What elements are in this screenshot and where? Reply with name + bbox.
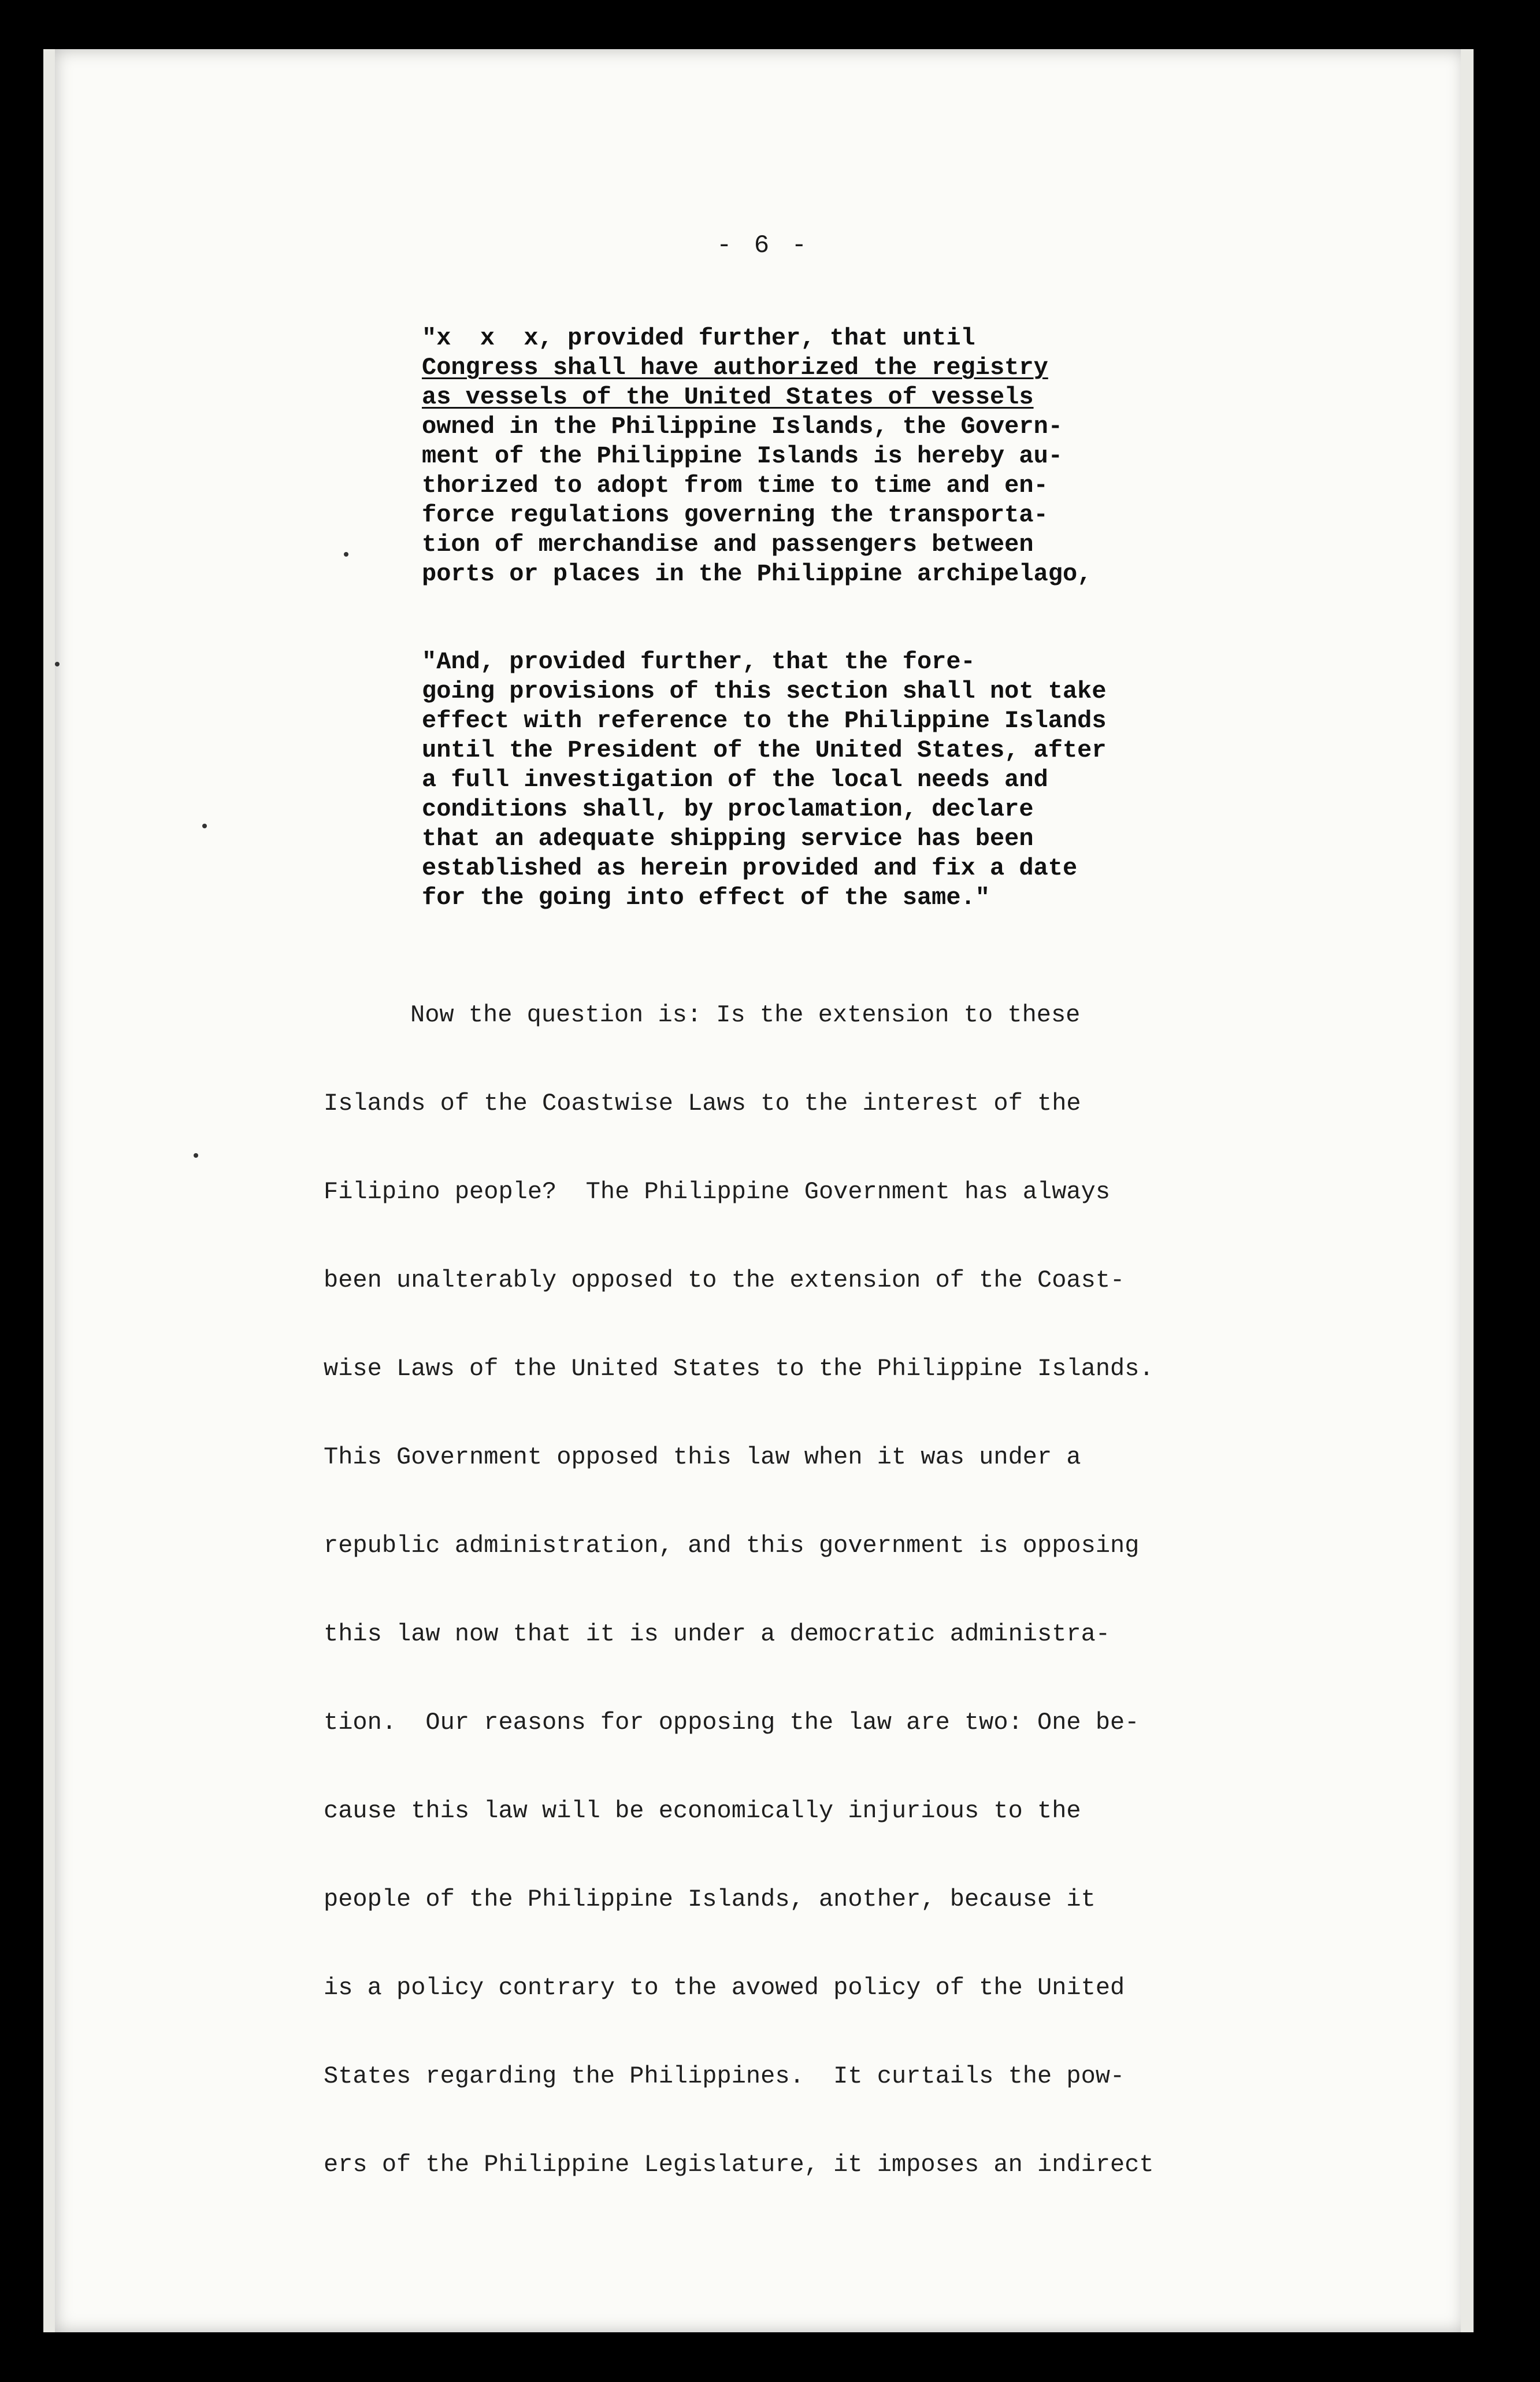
quote-line: tion of merchandise and passengers between bbox=[422, 531, 1034, 558]
quote-line: established as herein provided and fix a date bbox=[422, 854, 1078, 882]
body-line: republic administration, and this government is opposing bbox=[324, 1532, 1140, 1559]
body-line: This Government opposed this law when it was under a bbox=[324, 1443, 1081, 1471]
body-line: wise Laws of the United States to the Philippine Islands. bbox=[324, 1355, 1154, 1383]
quote-line-underlined: Congress shall have authorized the registry bbox=[422, 354, 1048, 381]
quote-line: that an adequate shipping service has been bbox=[422, 825, 1034, 853]
body-line: is a policy contrary to the avowed policy of the United bbox=[324, 1974, 1125, 2002]
quote-line: ports or places in the Philippine archipelago, bbox=[422, 560, 1092, 588]
scan-speck bbox=[55, 662, 60, 666]
quote-line: force regulations governing the transporta- bbox=[422, 501, 1048, 529]
quote-line: owned in the Philippine Islands, the Govern- bbox=[422, 413, 1063, 440]
body-paragraph bbox=[324, 971, 1329, 2209]
quote-line: for the going into effect of the same." bbox=[422, 884, 990, 912]
page-number: - 6 - bbox=[717, 231, 811, 260]
body-line: cause this law will be economically injurious to the bbox=[324, 1797, 1081, 1825]
quoted-provision-2 bbox=[422, 647, 1277, 913]
quoted-provision-1 bbox=[422, 324, 1277, 589]
body-line: Now the question is: Is the extension to these bbox=[410, 1001, 1081, 1029]
page-left-edge bbox=[43, 49, 56, 2332]
quote-line: going provisions of this section shall not take bbox=[422, 677, 1107, 705]
body-line: people of the Philippine Islands, another, because it bbox=[324, 1885, 1096, 1913]
body-line: ers of the Philippine Legislature, it imposes an indirect bbox=[324, 2151, 1154, 2179]
quote-line: "And, provided further, that the fore- bbox=[422, 648, 975, 676]
quote-line: ment of the Philippine Islands is hereby au- bbox=[422, 442, 1063, 470]
body-line: been unalterably opposed to the extension of the Coast- bbox=[324, 1266, 1125, 1294]
quote-line: effect with reference to the Philippine Islands bbox=[422, 707, 1107, 735]
quote-line: conditions shall, by proclamation, declare bbox=[422, 795, 1034, 823]
scan-speck bbox=[202, 824, 207, 828]
body-line: Filipino people? The Philippine Government has always bbox=[324, 1178, 1111, 1206]
page-right-edge bbox=[1461, 49, 1474, 2332]
body-line: tion. Our reasons for opposing the law are two: One be- bbox=[324, 1709, 1140, 1736]
quote-line: thorized to adopt from time to time and en- bbox=[422, 472, 1048, 499]
quote-line: "x x x, provided further, that until bbox=[422, 324, 975, 352]
scan-speck bbox=[194, 1153, 198, 1158]
quote-line: until the President of the United States, after bbox=[422, 736, 1107, 764]
quote-line-underlined: as vessels of the United States of vessels bbox=[422, 383, 1034, 411]
scan-speck bbox=[344, 552, 348, 557]
body-line: this law now that it is under a democratic administra- bbox=[324, 1620, 1111, 1648]
quote-line: a full investigation of the local needs and bbox=[422, 766, 1048, 794]
body-line: Islands of the Coastwise Laws to the interest of the bbox=[324, 1090, 1081, 1117]
body-line: States regarding the Philippines. It curtails the pow- bbox=[324, 2062, 1125, 2090]
